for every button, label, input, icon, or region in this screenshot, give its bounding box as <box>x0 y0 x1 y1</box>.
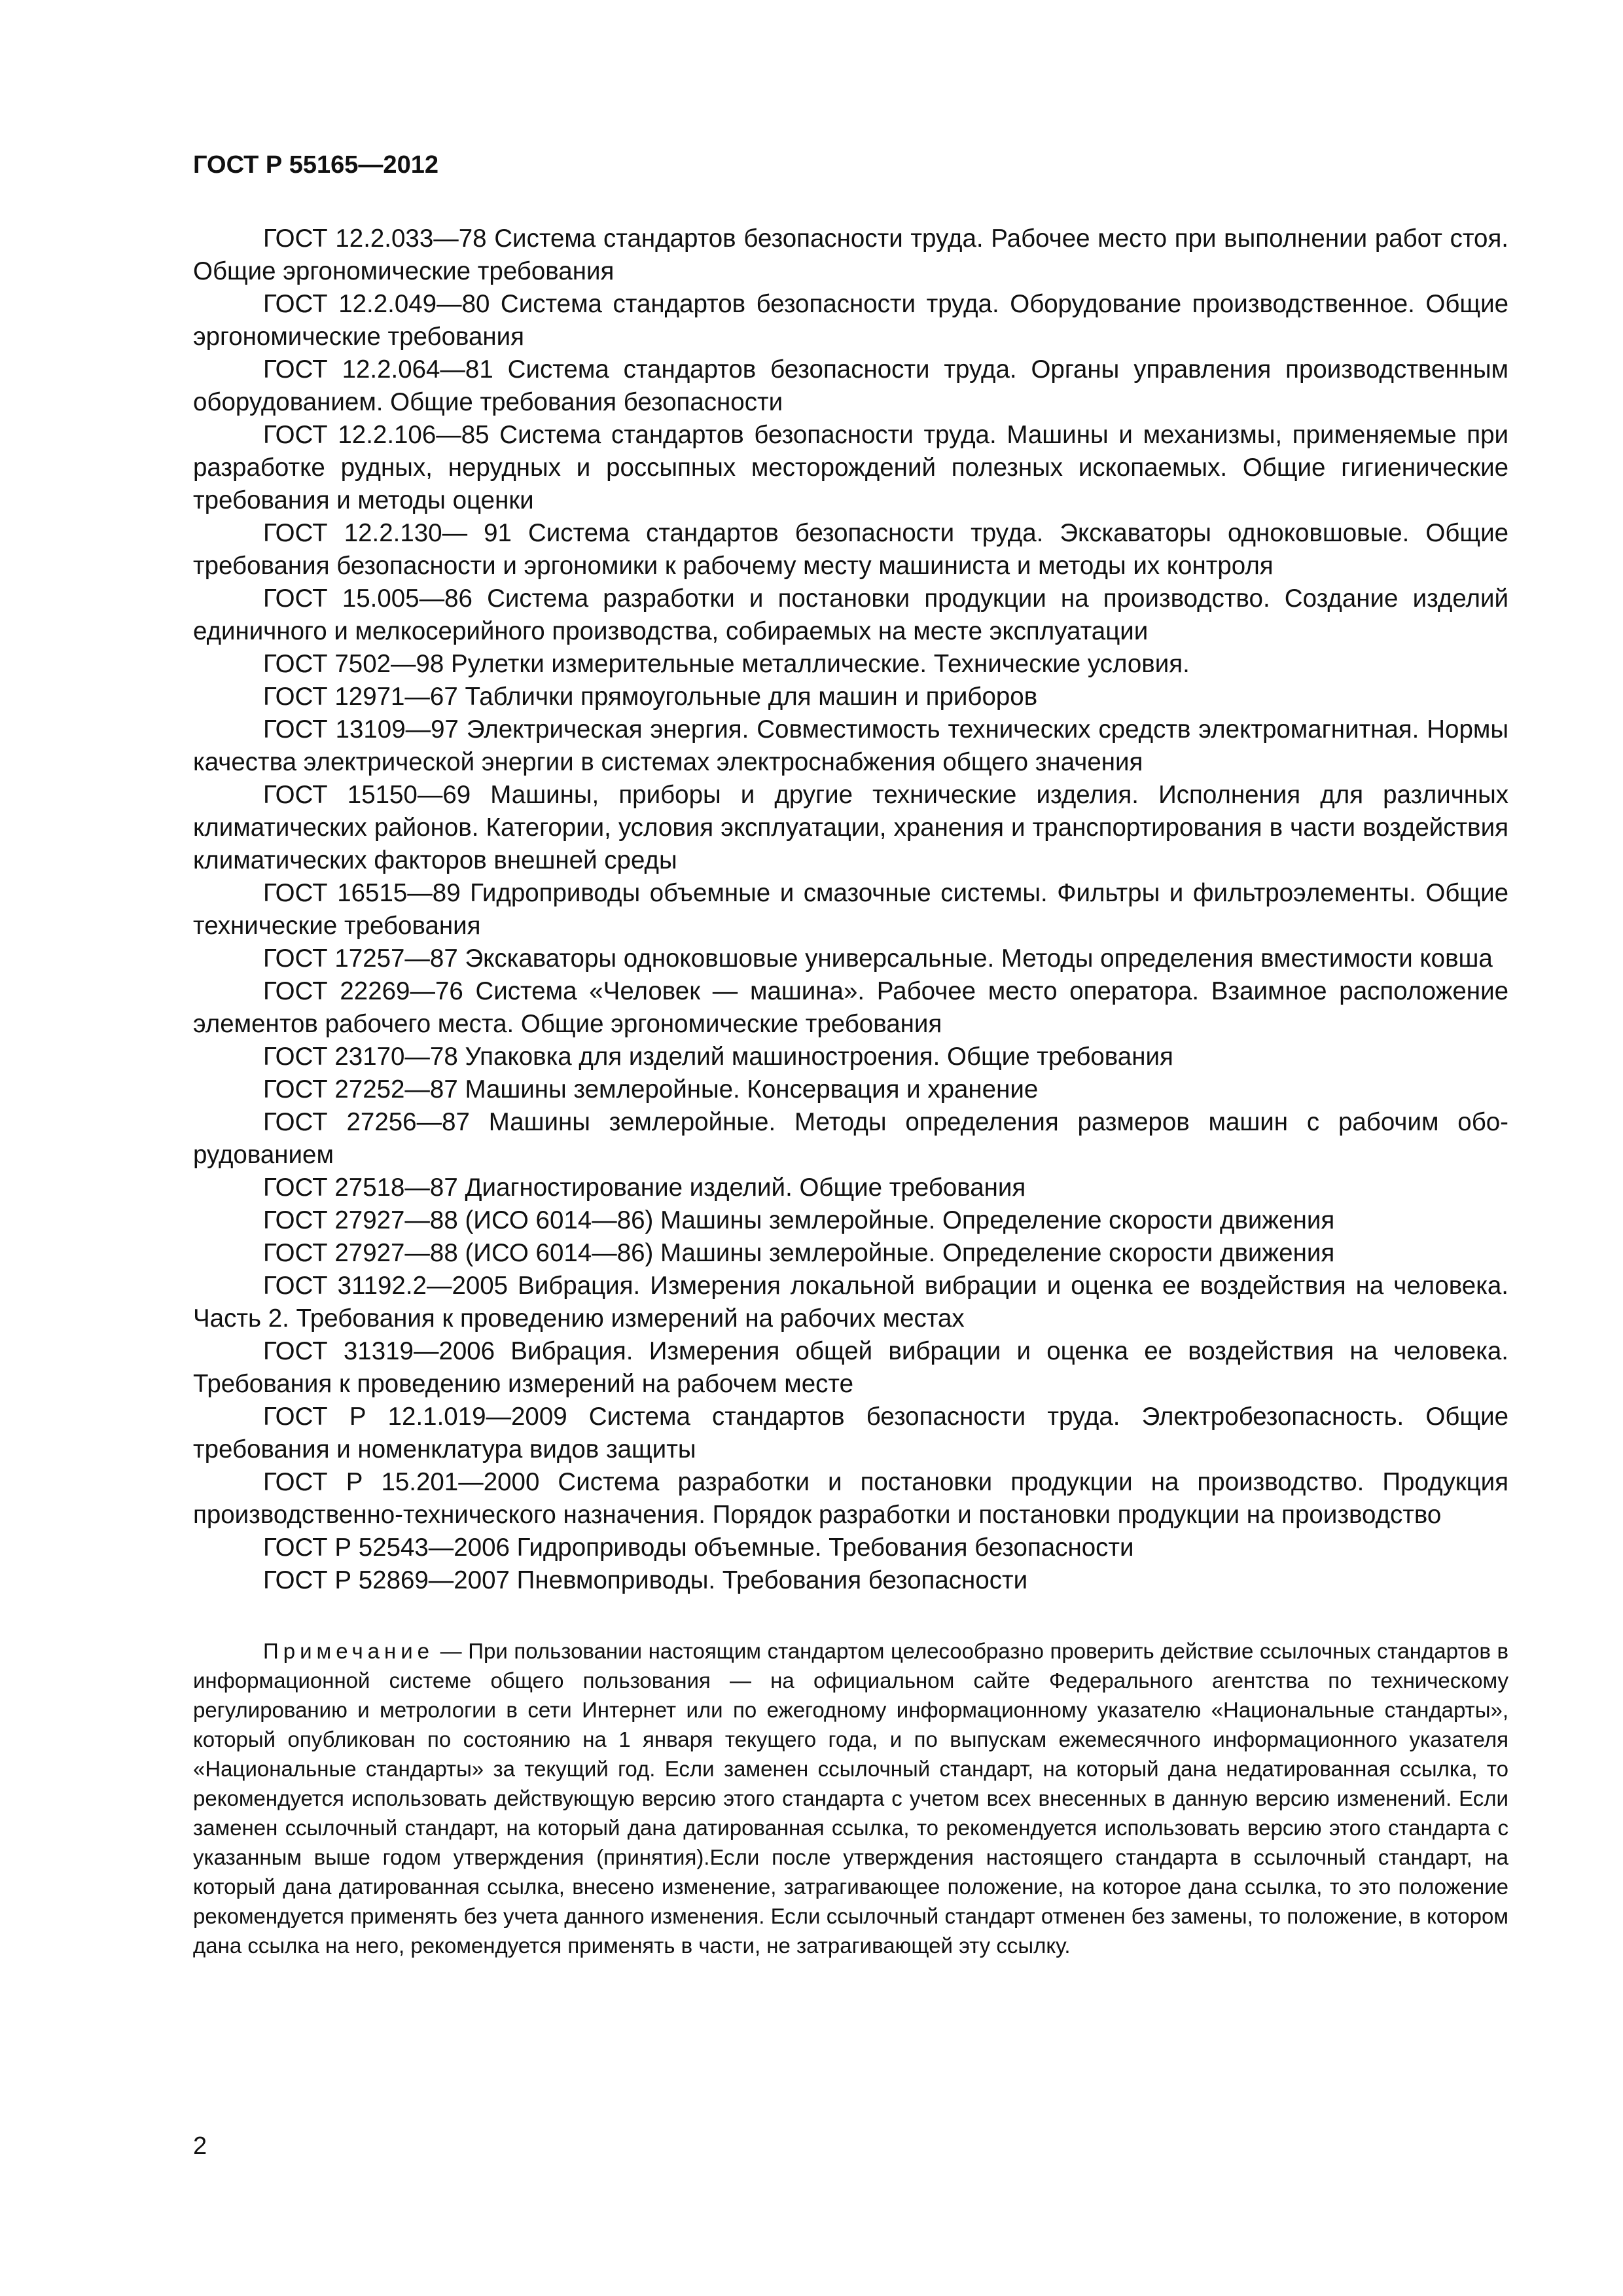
reference-item: ГОСТ 12.2.130— 91 Система стандартов безопасности труда. Экскаваторы одноковшовые. Общие требования безопасности и эргономики к рабочему месту машиниста и методы их контроля <box>193 519 1508 580</box>
reference-item: ГОСТ 27927—88 (ИСО 6014—86) Машины землеройные. Определение скорости движения <box>263 1206 1335 1234</box>
reference-item: ГОСТ 27256—87 Машины землеройные. Методы определения размеров машин с рабочим оборудованием <box>193 1108 1508 1169</box>
reference-item: ГОСТ 27927—88 (ИСО 6014—86) Машины землеройные. Определение скорости движения <box>263 1239 1335 1267</box>
reference-item: ГОСТ Р 52869—2007 Пневмоприводы. Требования безопасности <box>263 1566 1028 1594</box>
note-label: Примечание <box>263 1639 435 1663</box>
reference-item: ГОСТ 31319—2006 Вибрация. Измерения общей вибрации и оценка ее воздействия на человека. Требования к проведению измерений на рабочем месте <box>193 1337 1508 1398</box>
reference-item: ГОСТ 17257—87 Экскаваторы одноковшовые универсальные. Методы определения вместимости ковша <box>263 944 1493 973</box>
reference-item: ГОСТ Р 12.1.019—2009 Система стандартов безопасности труда. Электробезопасность. Общие требования и номенклатура видов защиты <box>193 1403 1508 1463</box>
reference-item: ГОСТ Р 52543—2006 Гидроприводы объемные. Требования безопасности <box>263 1534 1134 1562</box>
reference-item: ГОСТ 16515—89 Гидроприводы объемные и смазочные системы. Фильтры и фильтроэлементы. Общие технические требования <box>193 879 1508 940</box>
reference-item: ГОСТ 31192.2—2005 Вибрация. Измерения локальной вибрации и оценка ее воздействия на человека. Часть 2. Требования к проведению измерений на рабочих местах <box>193 1272 1508 1333</box>
reference-item: ГОСТ 15150—69 Машины, приборы и другие технические изделия. Исполнения для различных климатических районов. Категории, условия эксплуатации, хранения и транспортирования в части воздействия климатических факторов внешней среды <box>193 781 1508 874</box>
standard-designation: ГОСТ Р 55165—2012 <box>193 151 438 179</box>
note-paragraph <box>193 1636 1508 1960</box>
reference-item: ГОСТ 27518—87 Диагностирование изделий. Общие требования <box>263 1174 1026 1202</box>
page-number: 2 <box>193 2132 207 2160</box>
reference-item: ГОСТ 12.2.106—85 Система стандартов безопасности труда. Машины и механизмы, применяемые при разработке рудных, нерудных и россыпных месторождений полезных ископаемых. Общие гигиенические требования и методы оценки <box>193 421 1508 514</box>
reference-item: ГОСТ 13109—97 Электрическая энергия. Совместимость технических средств электромагнитная. Нормы качества электрической энергии в системах электроснабжения общего значения <box>193 715 1508 776</box>
reference-item: ГОСТ 12.2.064—81 Система стандартов безопасности труда. Органы управления производственным оборудованием. Общие требования безопасности <box>193 355 1508 416</box>
reference-item: ГОСТ 7502—98 Рулетки измерительные металлические. Технические условия. <box>263 650 1190 678</box>
reference-item: ГОСТ 12.2.033—78 Система стандартов безопасности труда. Рабочее место при выполнении работ стоя. Общие эргономические требования <box>193 224 1508 285</box>
note-text: — При пользовании настоящим стандартом целесообразно проверить действие ссылочных стандартов в информационной системе общего пользования — на официальном сайте Федерального агентства по техническому регулированию и метрологии в сети Интернет или по ежегодному информационному указателю «Национальные стандарты», который опубликован по состоянию на 1 января текущего года, и по выпускам ежемесячного информационного указателя «Национальные стандарты» за текущий год. Если заменен ссылочный стандарт, на который дана недатированная ссылка, то рекомендуется использовать действующую версию этого стандарта с учетом всех внесенных в данную версию изменений. Если заменен ссылочный стандарт, на который дана датированная ссылка, то рекомендуется использовать версию этого стандарта с указанным выше годом утверждения (принятия).Если после утверждения настоящего стандарта в ссылочный стандарт, на который дана датированная ссылка, внесено изменение, затрагивающее положение, на которое дана ссылка, то это положение рекомендуется применять без учета данного изменения. Если ссылочный стандарт отменен без замены, то положение, в котором дана ссылка на него, рекомендуется применять в части, не затрагивающей эту ссылку. <box>193 1639 1508 1958</box>
reference-item: ГОСТ 15.005—86 Система разработки и постановки продукции на производство. Создание изделий единичного и мелкосерийного производства, собираемых на месте эксплуатации <box>193 584 1508 645</box>
reference-item: ГОСТ 22269—76 Система «Человек — машина». Рабочее место оператора. Взаимное расположение элементов рабочего места. Общие эргономические требования <box>193 977 1508 1038</box>
normative-references-list <box>193 223 1508 1597</box>
reference-item: ГОСТ 23170—78 Упаковка для изделий машиностроения. Общие требования <box>263 1043 1173 1071</box>
reference-item: ГОСТ 12.2.049—80 Система стандартов безопасности труда. Оборудование производственное. Общие эргономические требования <box>193 290 1508 351</box>
reference-item: ГОСТ 27252—87 Машины землеройные. Консервация и хранение <box>263 1075 1039 1103</box>
reference-item: ГОСТ 12971—67 Таблички прямоугольные для машин и приборов <box>263 683 1038 711</box>
reference-item: ГОСТ Р 15.201—2000 Система разработки и постановки продукции на производство. Продукция производственно-технического назначения. Порядок разработки и постановки продукции на производство <box>193 1468 1508 1529</box>
